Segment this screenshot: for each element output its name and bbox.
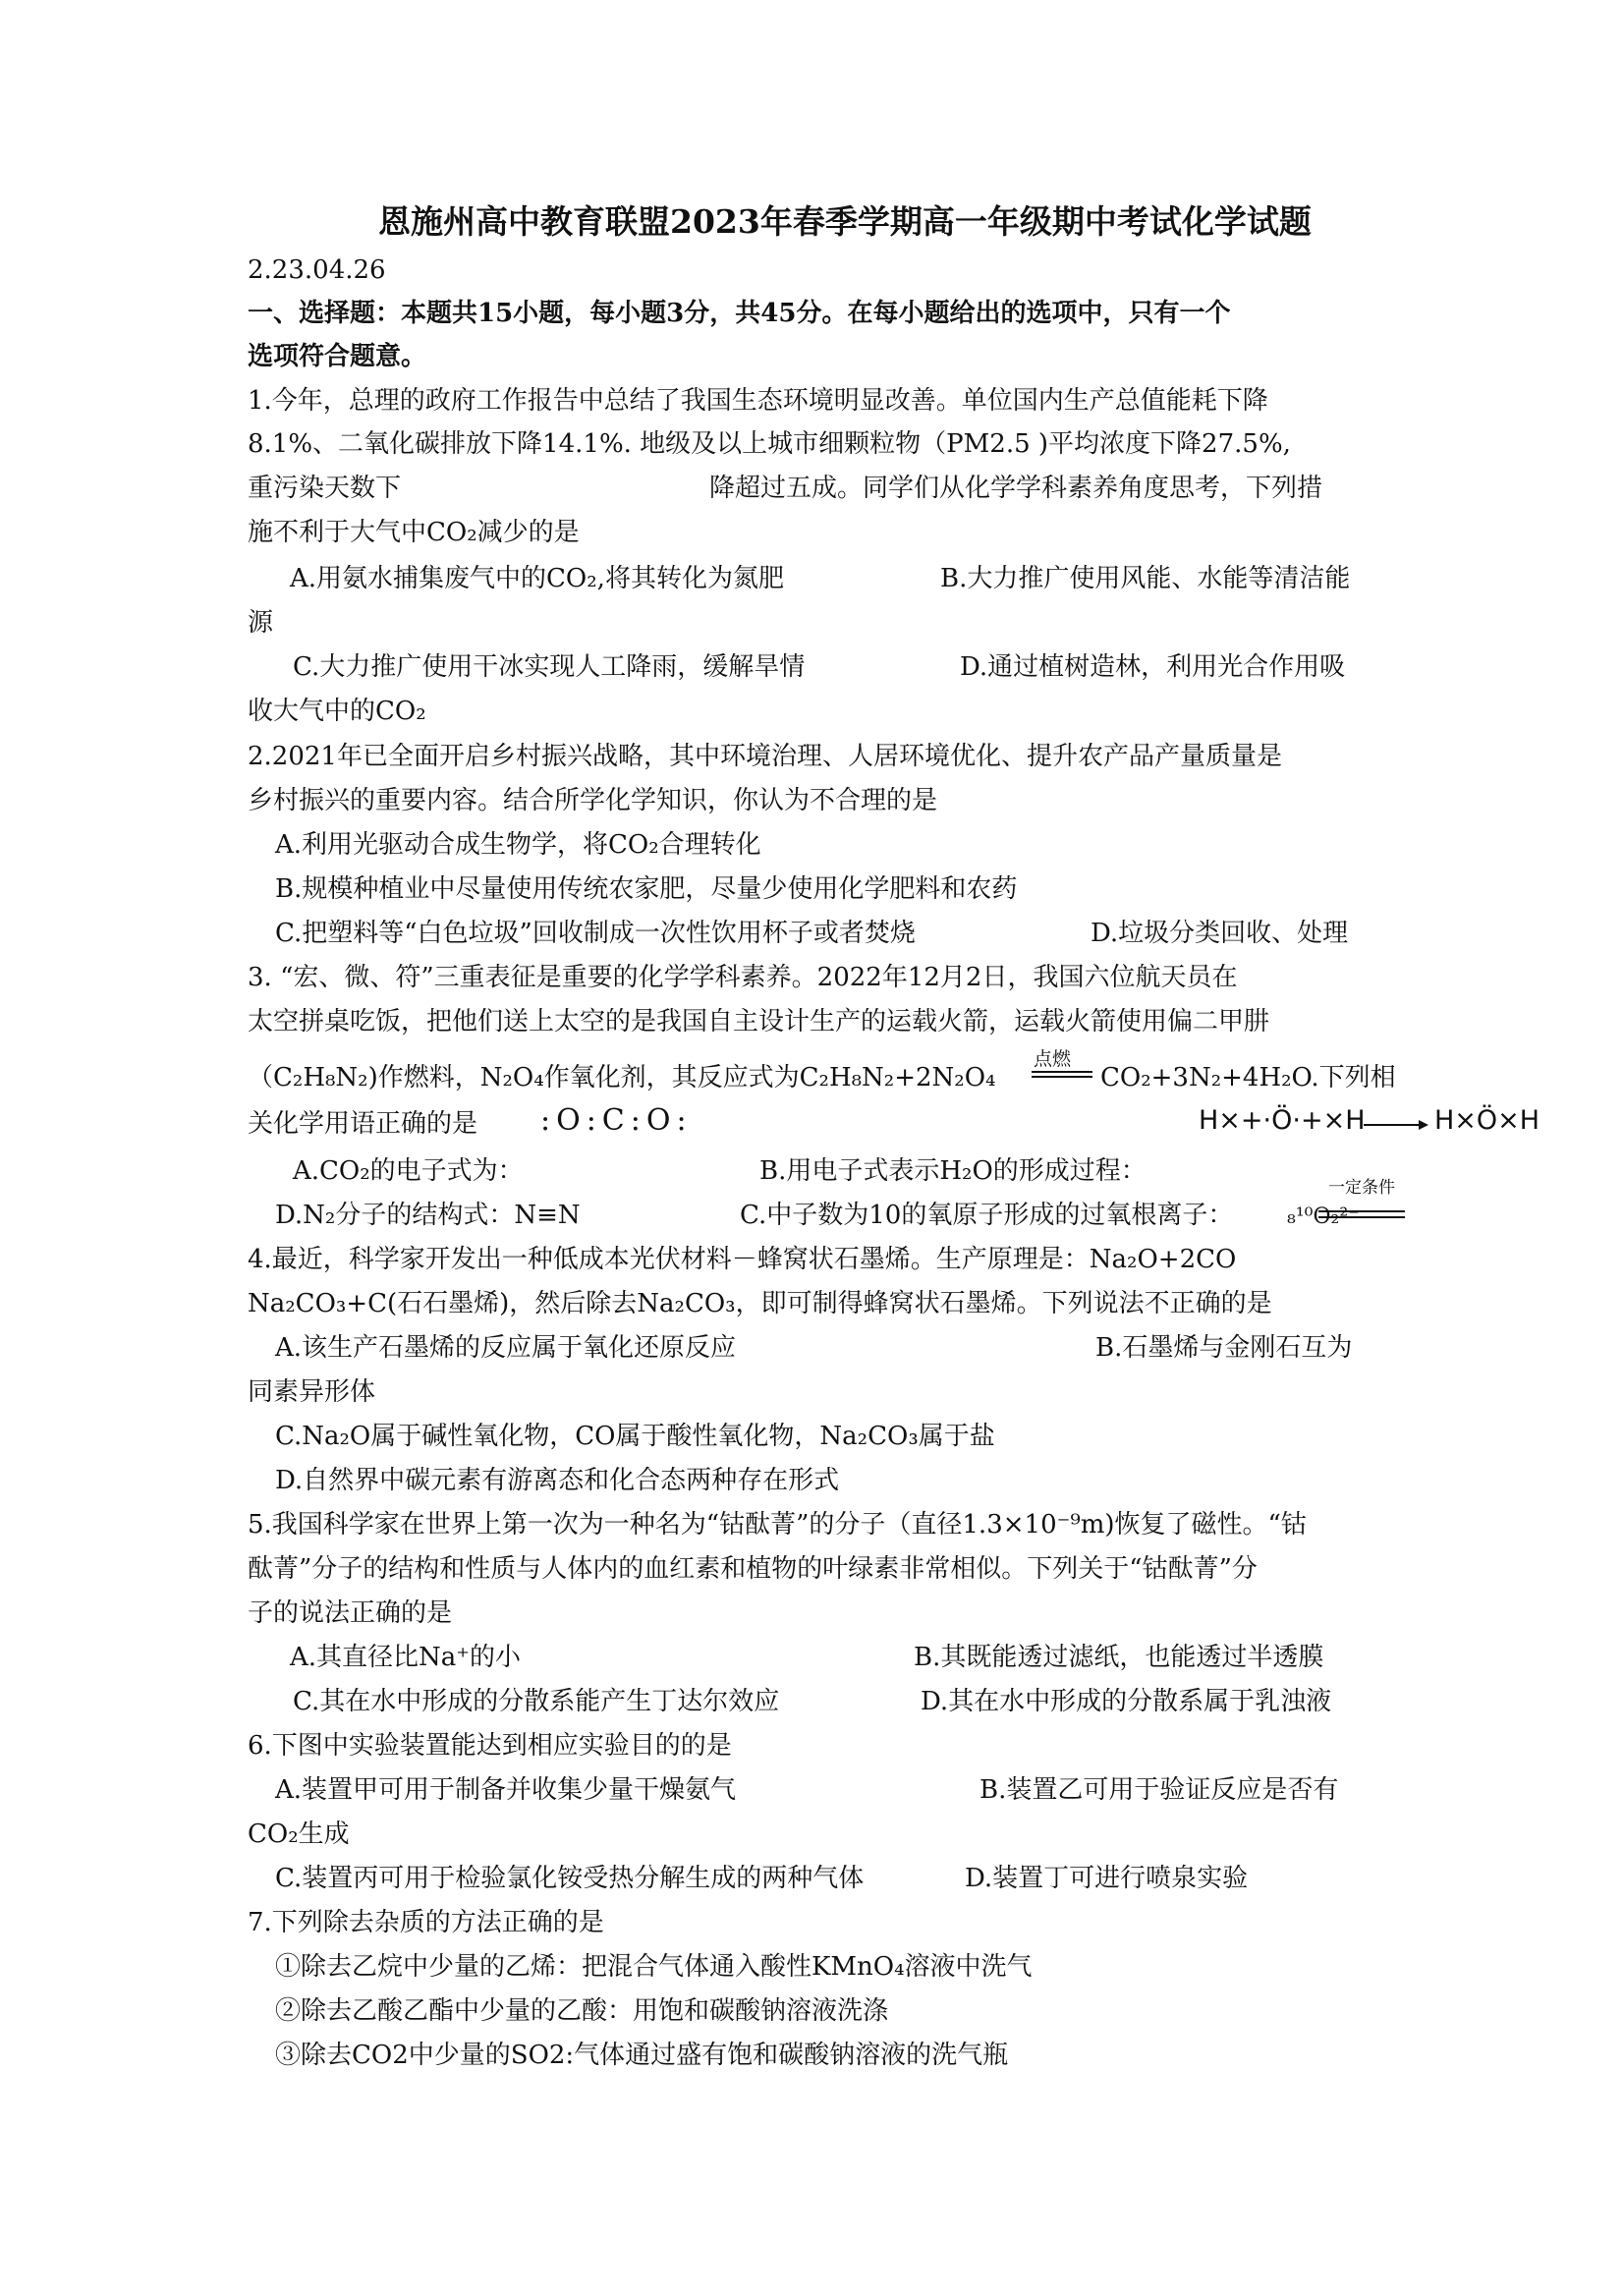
q3-option-b: B.用电子式表示H₂O的形成过程： bbox=[759, 1156, 1147, 1186]
q3-text: （C₂H₈N₂)作燃料，N₂O₄作氧化剂，其反应式为C₂H₈N₂+2N₂O₄ bbox=[248, 1063, 996, 1092]
exam-date: 2.23.04.26 bbox=[248, 255, 386, 285]
q1-text: 1.今年，总理的政府工作报告中总结了我国生态环境明显改善。单位国内生产总值能耗下降 bbox=[248, 386, 1268, 416]
q1-option-c: C.大力推广使用干冰实现人工降雨，缓解旱情 bbox=[293, 652, 806, 682]
q4-text: 4.最近，科学家开发出一种低成本光伏材料－蜂窝状石墨烯。生产原理是：Na₂O+2CO bbox=[248, 1245, 1237, 1274]
q6-option-a: A.装置甲可用于制备并收集少量干燥氨气 bbox=[275, 1775, 737, 1805]
q1-text: 重污染天数下 bbox=[248, 474, 402, 503]
q2-option-d: D.垃圾分类回收、处理 bbox=[1091, 919, 1349, 948]
q5-text: 子的说法正确的是 bbox=[248, 1598, 453, 1628]
q1-option-d-cont: 收大气中的CO₂ bbox=[248, 697, 426, 726]
q3-option-a: A.CO₂的电子式为： bbox=[293, 1156, 524, 1186]
q1-option-b: B.大力推广使用风能、水能等清洁能 bbox=[940, 564, 1351, 593]
reaction-condition: 点燃 bbox=[1034, 1048, 1072, 1070]
q3-text: CO₂+3N₂+4H₂O.下列相 bbox=[1100, 1063, 1396, 1092]
q5-text: 5.我国科学家在世界上第一次为一种名为“钴酞菁”的分子（直径1.3×10⁻⁹m)恢复了磁性。“钴 bbox=[248, 1510, 1307, 1540]
q6-option-d: D.装置丁可进行喷泉实验 bbox=[965, 1864, 1249, 1893]
q2-text: 乡村振兴的重要内容。结合所学化学知识，你认为不合理的是 bbox=[248, 786, 938, 815]
section-heading: 一、选择题：本题共15小题，每小题3分，共45分。在每小题给出的选项中，只有一个 bbox=[248, 299, 1231, 328]
q5-text: 酞菁”分子的结构和性质与人体内的血红素和植物的叶绿素非常相似。下列关于“钴酞菁”分 bbox=[248, 1554, 1258, 1584]
q5-option-a: A.其直径比Na⁺的小 bbox=[290, 1643, 522, 1672]
q3-option-c: C.中子数为10的氧原子形成的过氧根离子： bbox=[740, 1201, 1234, 1230]
q4-option-b: B.石墨烯与金刚石互为 bbox=[1095, 1333, 1353, 1363]
exam-title: 恩施州高中教育联盟2023年春季学期高一年级期中考试化学试题 bbox=[378, 202, 1312, 241]
q1-text: 8.1%、二氧化碳排放下降14.1%. 地级及以上城市细颗粒物（PM2.5 )平均浓度下降27.5%, bbox=[248, 429, 1291, 459]
h2o-formation-left: H×+·Ö·+×H bbox=[1199, 1105, 1366, 1136]
q6-option-b-cont: CO₂生成 bbox=[248, 1820, 350, 1849]
h2o-formation-right: H×Ö×H bbox=[1434, 1105, 1540, 1136]
q2-text: 2.2021年已全面开启乡村振兴战略，其中环境治理、人居环境优化、提升农产品产量质量是 bbox=[248, 742, 1282, 771]
peroxide-ion-symbol: ₈¹⁰O₂²⁻ bbox=[1287, 1204, 1360, 1229]
q3-text: 3. “宏、微、符”三重表征是重要的化学学科素养。2022年12月2日，我国六位航天员在 bbox=[248, 963, 1238, 992]
q4-option-d: D.自然界中碳元素有游离态和化合态两种存在形式 bbox=[275, 1466, 840, 1495]
q4-option-c: C.Na₂O属于碱性氧化物，CO属于酸性氧化物，Na₂CO₃属于盐 bbox=[275, 1422, 995, 1451]
equals-arrow-icon bbox=[1316, 1208, 1407, 1222]
q3-text: 太空拼桌吃饭，把他们送上太空的是我国自主设计生产的运载火箭，运载火箭使用偏二甲肼 bbox=[248, 1007, 1270, 1036]
q4-option-b-cont: 同素异形体 bbox=[248, 1377, 376, 1407]
q4-option-a: A.该生产石墨烯的反应属于氧化还原反应 bbox=[275, 1333, 737, 1363]
condition-label: 一定条件 bbox=[1328, 1178, 1395, 1198]
q2-option-c: C.把塑料等“白色垃圾”回收制成一次性饮用杯子或者焚烧 bbox=[275, 919, 916, 948]
q4-text: Na₂CO₃+C(石石墨烯)，然后除去Na₂CO₃，即可制得蜂窝状石墨烯。下列说法不正确的是 bbox=[248, 1289, 1272, 1318]
q3-option-d: D.N₂分子的结构式：N≡N bbox=[275, 1201, 581, 1230]
q1-option-d: D.通过植树造林，利用光合作用吸 bbox=[960, 652, 1346, 682]
q7-item-3: ③除去CO2中少量的SO2:气体通过盛有饱和碳酸钠溶液的洗气瓶 bbox=[275, 2041, 1009, 2070]
q6-option-c: C.装置丙可用于检验氯化铵受热分解生成的两种气体 bbox=[275, 1864, 865, 1893]
q7-item-2: ②除去乙酸乙酯中少量的乙酸：用饱和碳酸钠溶液洗涤 bbox=[275, 1996, 889, 2026]
arrow-right-icon bbox=[1364, 1118, 1430, 1132]
equals-arrow-icon bbox=[1030, 1069, 1094, 1081]
q2-option-b: B.规模种植业中尽量使用传统农家肥，尽量少使用化学肥料和农药 bbox=[275, 874, 1018, 904]
q3-text: 关化学用语正确的是 bbox=[248, 1109, 478, 1139]
q6-text: 6.下图中实验装置能达到相应实验目的的是 bbox=[248, 1731, 732, 1761]
q1-option-a: A.用氨水捕集废气中的CO₂,将其转化为氮肥 bbox=[290, 564, 784, 593]
q1-text: 施不利于大气中CO₂减少的是 bbox=[248, 518, 580, 547]
q5-option-c: C.其在水中形成的分散系能产生丁达尔效应 bbox=[293, 1687, 780, 1716]
section-heading-cont: 选项符合题意。 bbox=[248, 342, 427, 371]
q7-text: 7.下列除去杂质的方法正确的是 bbox=[248, 1908, 604, 1937]
q1-option-b-cont: 源 bbox=[248, 608, 274, 638]
q7-item-1: ①除去乙烷中少量的乙烯：把混合气体通入酸性KMnO₄溶液中洗气 bbox=[275, 1952, 1033, 1982]
q5-option-d: D.其在水中形成的分散系属于乳浊液 bbox=[921, 1687, 1332, 1716]
co2-electron-formula: :O:C:O: bbox=[540, 1103, 693, 1138]
q1-text: 降超过五成。同学们从化学学科素养角度思考，下列措 bbox=[709, 474, 1323, 503]
q5-option-b: B.其既能透过滤纸，也能透过半透膜 bbox=[914, 1643, 1324, 1672]
q6-option-b: B.装置乙可用于验证反应是否有 bbox=[979, 1775, 1339, 1805]
q2-option-a: A.利用光驱动合成生物学，将CO₂合理转化 bbox=[275, 830, 761, 860]
